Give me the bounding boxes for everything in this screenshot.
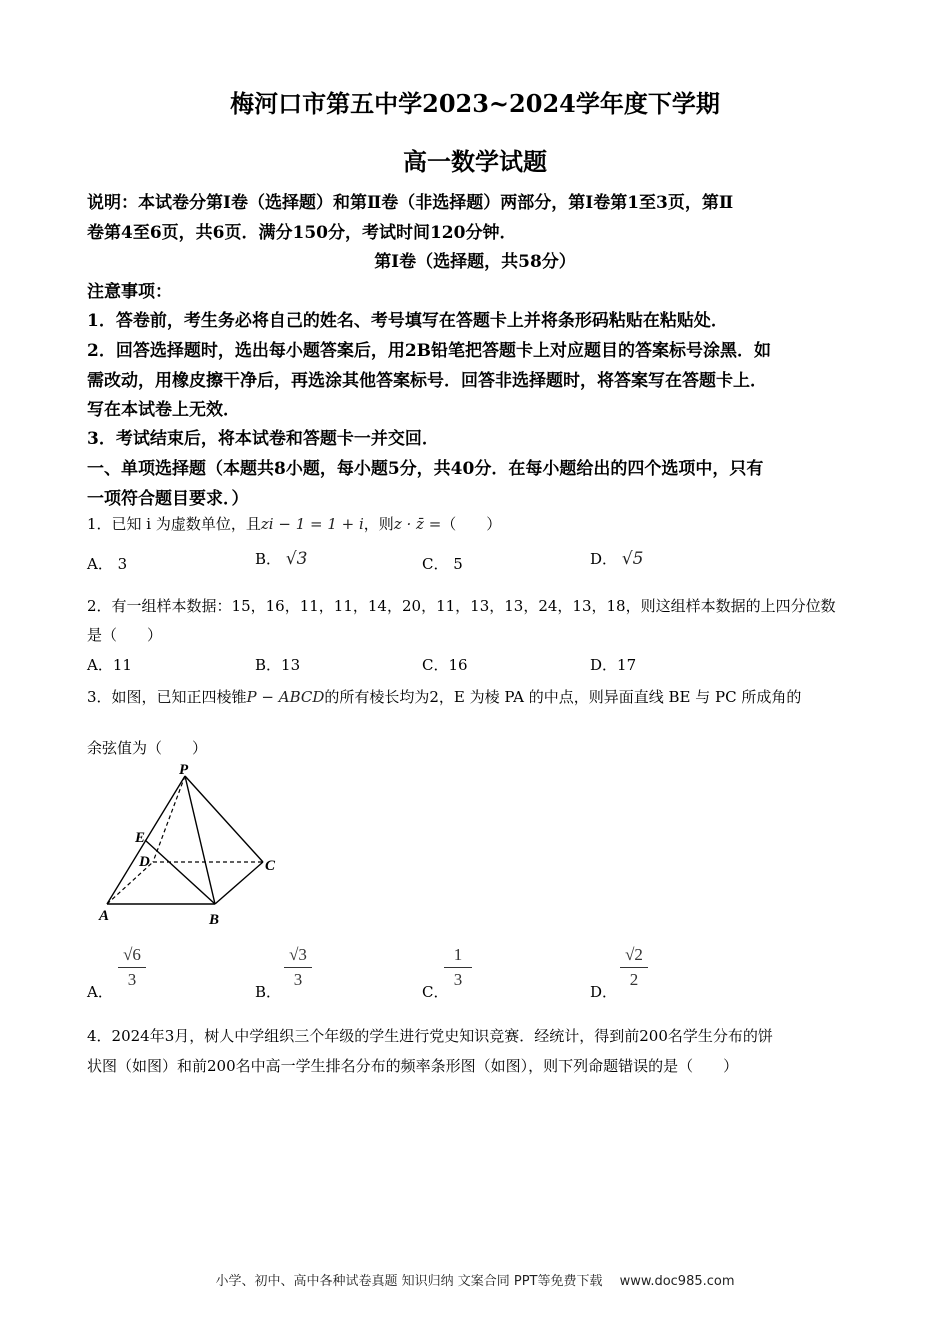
note-2-line-1: 2．回答选择题时，选出每小题答案后，用2B铅笔把答题卡上对应题目的答案标号涂黑．如 [87, 341, 772, 361]
notes-title: 注意事项： [87, 282, 172, 302]
question-4-line-2: 状图（如图）和前200名中高一学生排名分布的频率条形图（如图），则下列命题错误的是（ ） [87, 1057, 739, 1075]
section-title: 第Ⅰ卷（选择题，共58分） [374, 252, 576, 272]
fraction-denominator: 2 [629, 970, 639, 989]
fraction-denominator: 3 [453, 970, 463, 989]
question-3-option-a-fraction [114, 945, 150, 990]
instructions-line-2: 卷第4至6页，共6页．满分150分，考试时间120分钟． [87, 223, 517, 243]
question-3-option-c-label: C． [422, 983, 449, 1001]
question-1-option-b: B． √3 [255, 549, 308, 569]
question-3-solid: P − ABCD [246, 688, 325, 706]
fraction-numerator: √3 [289, 945, 307, 964]
question-1-expression: z · z̄ = [393, 515, 442, 533]
question-3-option-c-fraction [440, 945, 476, 990]
question-3-option-b-fraction [280, 945, 316, 990]
note-1: 1．答卷前，考生务必将自己的姓名、考号填写在答题卡上并将条形码粘贴在粘贴处． [87, 311, 728, 331]
question-3-line-2: 余弦值为（ ） [87, 739, 208, 757]
fraction-denominator: 3 [127, 970, 137, 989]
part1-heading-line-1: 一、单项选择题（本题共8小题，每小题5分，共40分．在每小题给出的四个选项中，只有 [87, 459, 764, 479]
question-3-suffix: 的所有棱长均为2，E 为棱 PA 的中点，则异面直线 BE 与 PC 所成角的 [324, 688, 802, 706]
exam-title: 梅河口市第五中学2023~2024学年度下学期 [230, 89, 720, 118]
question-3-line-1 [87, 686, 801, 707]
vertex-c-label: C [265, 858, 276, 874]
note-2-line-2: 需改动，用橡皮擦干净后，再选涂其他答案标号．回答非选择题时，将答案写在答题卡上． [87, 371, 767, 391]
question-2-option-c: C．16 [422, 656, 468, 674]
question-3-option-d-fraction [616, 945, 652, 990]
vertex-a-label: A [99, 908, 110, 924]
fraction-numerator: 1 [453, 945, 463, 964]
fraction-numerator: √6 [123, 945, 141, 964]
question-1-option-c: C． 5 [422, 555, 463, 573]
question-2-option-b: B．13 [255, 656, 301, 674]
question-2-line-1: 2．有一组样本数据：15，16，11，11，14，20，11，13，13，24，13，18，则这组样本数据的上四分位数 [87, 597, 836, 615]
fraction-denominator: 3 [293, 970, 303, 989]
part1-heading-line-2: 一项符合题目要求．） [87, 489, 249, 509]
question-1 [87, 513, 501, 534]
question-2-option-d: D．17 [590, 656, 637, 674]
question-1-equation: zi − 1 = 1 + i [260, 515, 364, 533]
vertex-p-label: P [179, 762, 189, 778]
vertex-e-label: E [135, 830, 146, 846]
note-2-line-3: 写在本试卷上无效． [87, 400, 240, 420]
question-4-line-1: 4．2024年3月，树人中学组织三个年级的学生进行党史知识竞赛．经统计，得到前200名学生分布的饼 [87, 1027, 773, 1045]
question-1-option-d: D． √5 [590, 549, 644, 569]
vertex-d-label: D [139, 854, 150, 870]
question-3-option-d-label: D． [590, 983, 618, 1001]
fraction-numerator: √2 [625, 945, 643, 964]
instructions-line-1: 说明：本试卷分第Ⅰ卷（选择题）和第Ⅱ卷（非选择题）两部分，第Ⅰ卷第1至3页，第Ⅱ [87, 193, 734, 213]
question-2-line-2: 是（ ） [87, 626, 163, 644]
exam-subtitle: 高一数学试题 [403, 147, 547, 176]
question-3-option-b-label: B． [255, 983, 282, 1001]
question-2-option-a: A．11 [87, 656, 132, 674]
question-3-prefix: 3．如图，已知正四棱锥 [87, 688, 247, 706]
pyramid-figure [95, 762, 295, 932]
question-3-option-a-label: A． [87, 983, 113, 1001]
note-3: 3．考试结束后，将本试卷和答题卡一并交回． [87, 429, 439, 449]
question-1-middle: ，则 [363, 515, 394, 533]
question-1-option-a: A． 3 [87, 555, 128, 573]
question-1-prefix: 1．已知 i 为虚数单位，且 [87, 515, 261, 533]
page-footer: 小学、初中、高中各种试卷真题 知识归纳 文案合同 PPT等免费下载 www.doc985.com [215, 1274, 735, 1289]
question-1-blank: （ ） [441, 515, 502, 533]
vertex-b-label: B [209, 912, 220, 928]
